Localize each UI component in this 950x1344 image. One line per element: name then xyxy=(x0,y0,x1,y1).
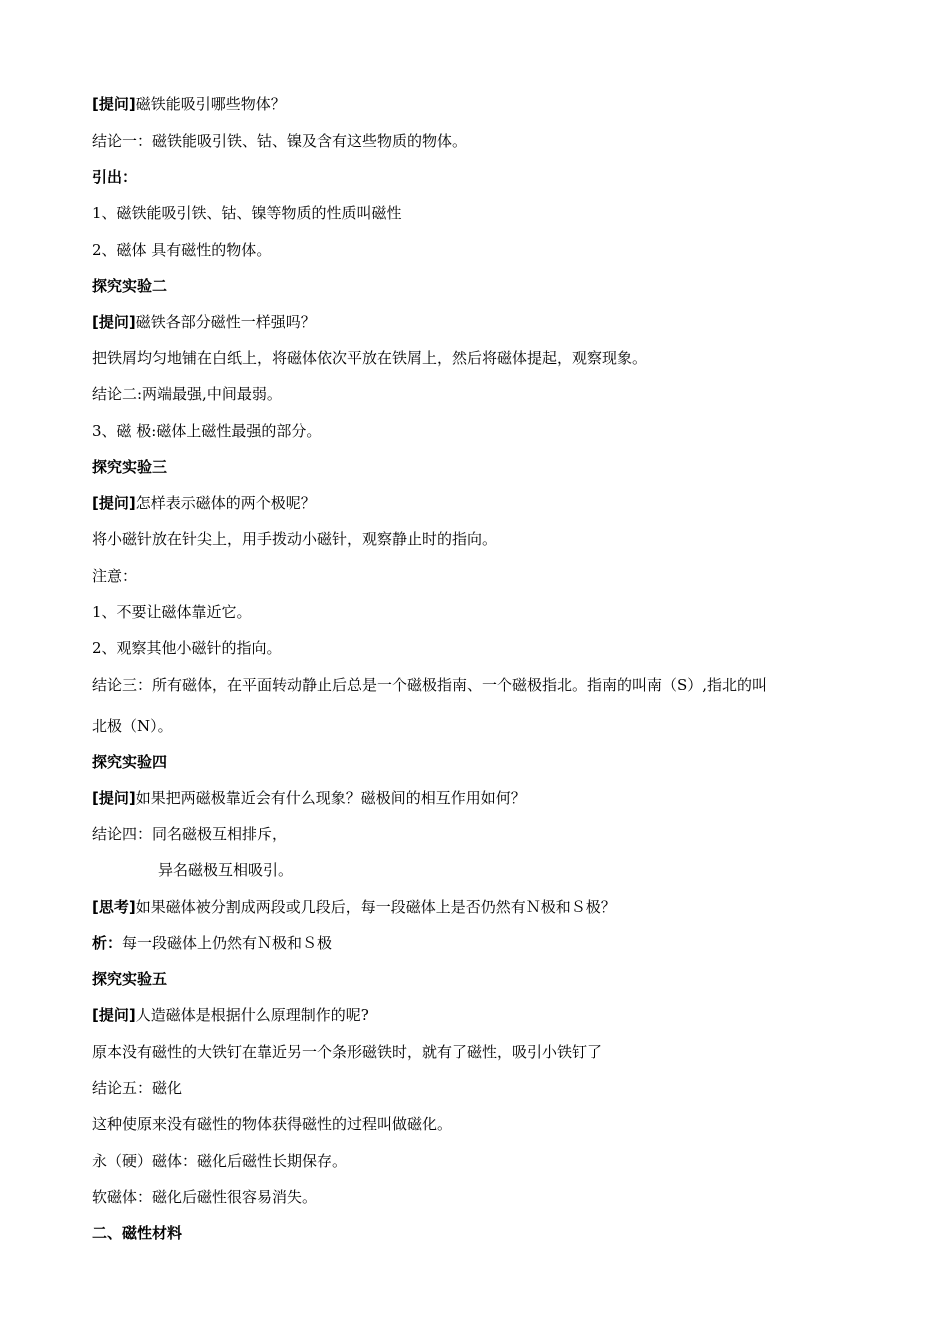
question-line xyxy=(92,897,616,917)
conclusion-line: 结论三：所有磁体，在平面转动静止后总是一个磁极指南、一个磁极指北。指南的叫南（S）,指北的叫 xyxy=(92,676,768,694)
text-line: 2、磁体 具有磁性的物体。 xyxy=(92,241,272,259)
analysis-tag: 析： xyxy=(92,934,123,952)
text-line: 2、观察其他小磁针的指向。 xyxy=(92,639,282,657)
conclusion-line: 结论四：同名磁极互相排斥， xyxy=(92,825,288,843)
conclusion-line: 结论二:两端最强,中间最弱。 xyxy=(92,385,282,403)
question-line xyxy=(92,1005,369,1025)
text-line: 把铁屑均匀地铺在白纸上，将磁体依次平放在铁屑上，然后将磁体提起，观察现象。 xyxy=(92,349,648,367)
section-heading: 引出： xyxy=(92,168,138,186)
question-text: 磁铁能吸引哪些物体？ xyxy=(135,95,286,113)
analysis-text: 每一段磁体上仍然有Ｎ极和Ｓ极 xyxy=(122,934,333,952)
text-line: 1、不要让磁体靠近它。 xyxy=(92,603,252,621)
question-text: 人造磁体是根据什么原理制作的呢? xyxy=(135,1006,369,1024)
question-tag: [思考] xyxy=(92,898,136,916)
question-text: 如果磁体被分割成两段或几段后，每一段磁体上是否仍然有Ｎ极和Ｓ极？ xyxy=(135,898,616,916)
text-line: 原本没有磁性的大铁钉在靠近另一个条形磁铁时，就有了磁性，吸引小铁钉了 xyxy=(92,1043,603,1061)
text-line: 北极（N）。 xyxy=(92,717,173,735)
analysis-line xyxy=(92,933,332,953)
question-tag: [提问] xyxy=(92,1006,136,1024)
text-line: 软磁体：磁化后磁性很容易消失。 xyxy=(92,1188,318,1206)
question-tag: [提问] xyxy=(92,95,136,113)
text-line: 注意： xyxy=(92,567,138,585)
conclusion-line: 结论五：磁化 xyxy=(92,1079,183,1097)
conclusion-line: 结论一：磁铁能吸引铁、钴、镍及含有这些物质的物体。 xyxy=(92,132,468,150)
question-text: 磁铁各部分磁性一样强吗？ xyxy=(135,313,316,331)
question-line xyxy=(92,788,526,808)
text-line: 永（硬）磁体：磁化后磁性长期保存。 xyxy=(92,1152,348,1170)
question-line xyxy=(92,493,316,513)
question-line xyxy=(92,312,316,332)
question-line xyxy=(92,94,286,114)
section-heading: 探究实验四 xyxy=(92,753,168,771)
text-line: 这种使原来没有磁性的物体获得磁性的过程叫做磁化。 xyxy=(92,1115,453,1133)
section-heading: 二、磁性材料 xyxy=(92,1224,183,1242)
text-line: 3、磁 极:磁体上磁性最强的部分。 xyxy=(92,422,322,440)
question-text: 怎样表示磁体的两个极呢？ xyxy=(135,494,316,512)
question-tag: [提问] xyxy=(92,789,136,807)
section-heading: 探究实验三 xyxy=(92,458,168,476)
question-tag: [提问] xyxy=(92,313,136,331)
text-line: 将小磁针放在针尖上，用手拨动小磁针，观察静止时的指向。 xyxy=(92,530,498,548)
text-line: 1、磁铁能吸引铁、钴、镍等物质的性质叫磁性 xyxy=(92,204,402,222)
question-tag: [提问] xyxy=(92,494,136,512)
question-text: 如果把两磁极靠近会有什么现象？磁极间的相互作用如何？ xyxy=(135,789,526,807)
section-heading: 探究实验二 xyxy=(92,277,168,295)
conclusion-line: 异名磁极互相吸引。 xyxy=(158,861,294,879)
section-heading: 探究实验五 xyxy=(92,970,168,988)
